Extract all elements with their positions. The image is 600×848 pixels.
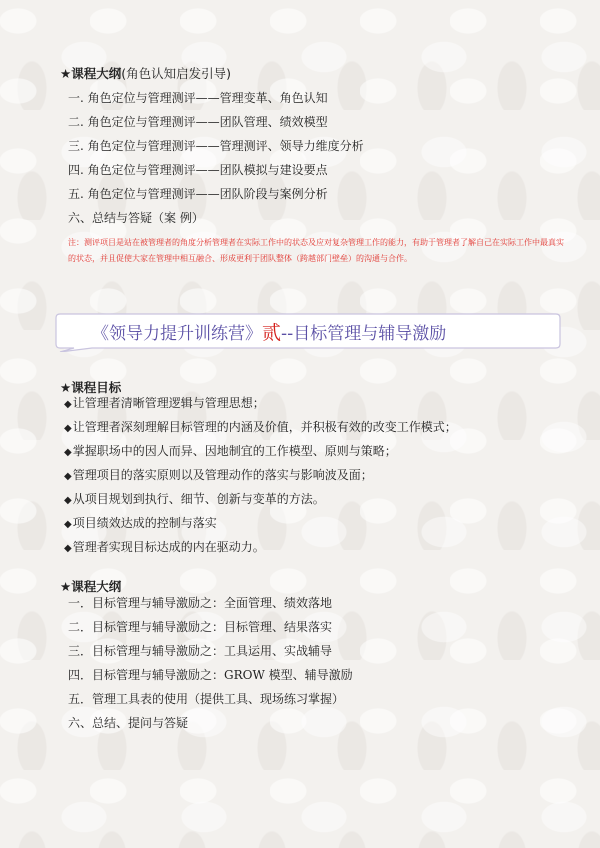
goals-item-6 xyxy=(64,514,217,531)
diamond-bullet-icon: ◆ xyxy=(64,471,72,482)
banner-title-prefix: 《领导力提升训练营》 xyxy=(92,324,262,344)
diamond-bullet-icon: ◆ xyxy=(64,519,72,530)
outline2-item-2: 二．目标管理与辅导激励之：目标管理、结果落实 xyxy=(68,620,333,634)
banner-title xyxy=(92,318,446,345)
goals-item-7 xyxy=(64,538,265,555)
diamond-bullet-icon: ◆ xyxy=(64,399,72,410)
outline1-item-4: 四. 角色定位与管理测评——团队模拟与建设要点 xyxy=(68,163,328,177)
goals-item-text: 让管理者清晰管理逻辑与管理思想； xyxy=(72,396,265,410)
outline1-note: 注：测评项目是站在被管理者的角度分析管理者在实际工作中的状态及应对复杂管理工作的能力，有助于管理者了解自己在实际工作中最真实的状态，并且促使大家在管理中相互融合、形成更利于团队整体（跨越部门壁垒）的沟通与合作。 xyxy=(68,238,564,263)
diamond-bullet-icon: ◆ xyxy=(64,447,72,458)
outline2-item-1: 一．目标管理与辅导激励之：全面管理、绩效落地 xyxy=(68,596,333,610)
outline1-item-1: 一. 角色定位与管理测评——管理变革、角色认知 xyxy=(68,91,328,105)
banner-title-number: 贰 xyxy=(262,322,282,344)
outline1-item-3: 三. 角色定位与管理测评——管理测评、领导力维度分析 xyxy=(68,139,364,153)
outline2-item-6: 六、总结、提问与答疑 xyxy=(68,716,189,730)
outline2-item-4: 四．目标管理与辅导激励之：GROW 模型、辅导激励 xyxy=(68,668,353,682)
goals-heading: ★课程目标 xyxy=(60,380,122,395)
course-title-banner xyxy=(52,312,562,350)
goals-item-text: 掌握职场中的因人而异、因地制宜的工作模型、原则与策略； xyxy=(72,444,397,458)
goals-item-text: 管理项目的落实原则以及管理动作的落实与影响波及面； xyxy=(72,468,373,482)
goals-item-text: 让管理者深刻理解目标管理的内涵及价值，并积极有效的改变工作模式； xyxy=(72,420,457,434)
diamond-bullet-icon: ◆ xyxy=(64,543,72,554)
diamond-bullet-icon: ◆ xyxy=(64,495,72,506)
goals-item-text: 从项目规划到执行、细节、创新与变革的方法。 xyxy=(72,492,325,506)
outline1-item-5: 五. 角色定位与管理测评——团队阶段与案例分析 xyxy=(68,187,328,201)
outline1-item-6: 六、总结与答疑（案 例） xyxy=(68,211,204,225)
outline1-heading-text: ★课程大纲 xyxy=(60,66,122,81)
goals-item-5 xyxy=(64,490,325,507)
diamond-bullet-icon: ◆ xyxy=(64,423,72,434)
outline1-subheading: (角色认知启发引导) xyxy=(121,66,231,81)
goals-item-4 xyxy=(64,466,373,483)
goals-item-text: 项目绩效达成的控制与落实 xyxy=(72,516,217,530)
goals-item-text: 管理者实现目标达成的内在驱动力。 xyxy=(72,540,265,554)
outline1-heading xyxy=(60,64,231,82)
outline2-item-5: 五．管理工具表的使用（提供工具、现场练习掌握） xyxy=(68,692,345,706)
goals-item-1 xyxy=(64,394,265,411)
outline2-item-3: 三．目标管理与辅导激励之：工具运用、实战辅导 xyxy=(68,644,333,658)
goals-item-3 xyxy=(64,442,397,459)
outline2-heading: ★课程大纲 xyxy=(60,579,122,594)
outline1-item-2: 二. 角色定位与管理测评——团队管理、绩效模型 xyxy=(68,115,328,129)
banner-title-suffix: --目标管理与辅导激励 xyxy=(281,324,447,344)
goals-item-2 xyxy=(64,418,457,435)
